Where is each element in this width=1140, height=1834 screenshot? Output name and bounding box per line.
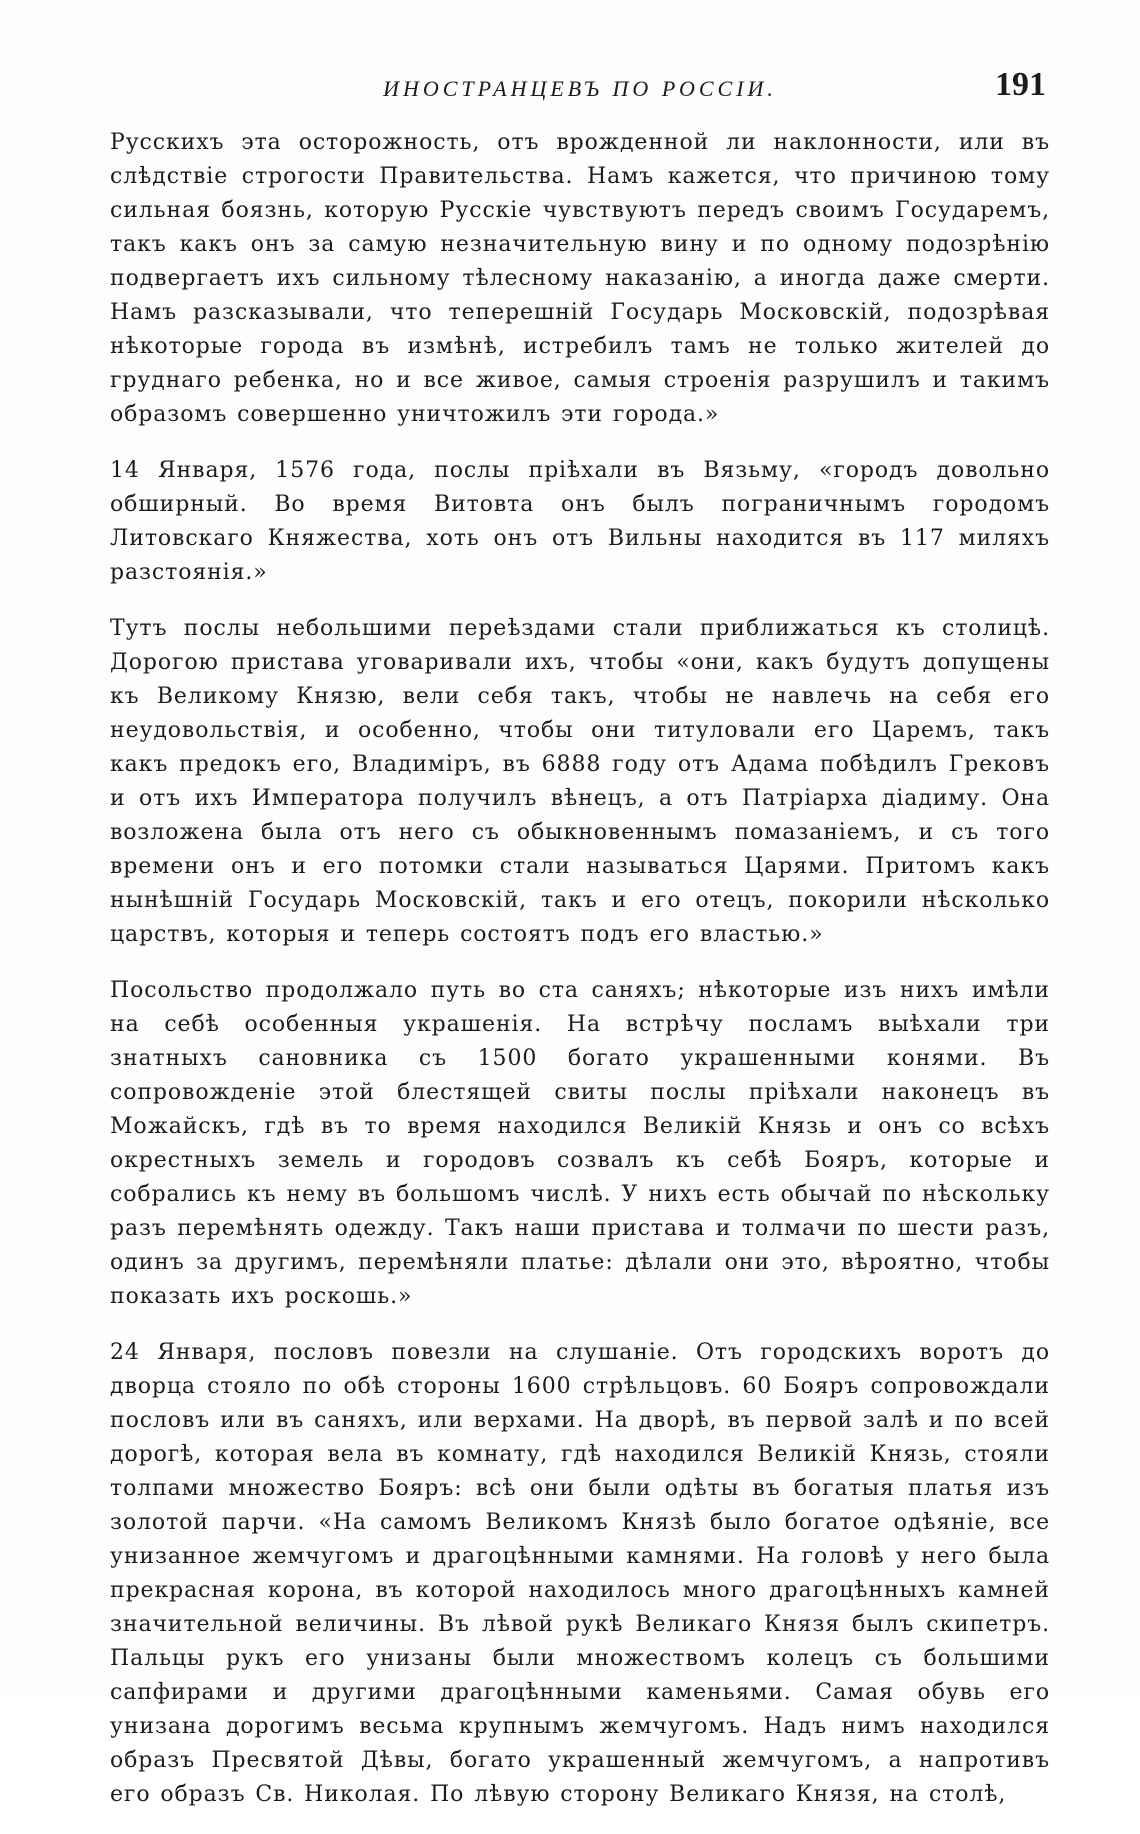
page-number: 191 bbox=[995, 66, 1046, 103]
paragraph-2: 14 Января, 1576 года, послы пріѣхали въ Вязьму, «городъ довольно обширный. Во время Витовта онъ былъ пограничнымъ городомъ Литовскаго Княжества, хоть онъ отъ Вильны находится въ 117 миляхъ разстоянія.» bbox=[110, 458, 1050, 585]
running-title: ИНОСТРАНЦЕВЪ ПО РОССІИ. bbox=[383, 76, 777, 101]
paragraph-1: Русскихъ эта осторожность, отъ врожденной ли наклонности, или въ слѣдствіе строгости Правительства. Намъ кажется, что причиною тому сильная боязнь, которую Русскіе чувствуютъ передъ своимъ Государемъ, такъ какъ онъ за самую незначительную вину и по одному подозрѣнію подвергаетъ ихъ сильному тѣлесному наказанію, а иногда даже смерти. Намъ разсказывали, что теперешній Государь Московскій, подозрѣвая нѣкоторые города въ измѣнѣ, истребилъ тамъ не только жителей до груднаго ребенка, но и все живое, самыя строенія разрушилъ и такимъ образомъ совершенно уничтожилъ эти города.» bbox=[110, 130, 1050, 427]
paragraph-5: 24 Января, пословъ повезли на слушаніе. Отъ городскихъ воротъ до дворца стояло по обѣ стороны 1600 стрѣльцовъ. 60 Бояръ сопровождали пословъ или въ саняхъ, или верхами. На дворѣ, въ первой залѣ и по всей дорогѣ, которая вела въ комнату, гдѣ находился Великій Князь, стояли толпами множество Бояръ: всѣ они были одѣты въ богатыя платья изъ золотой парчи. «На самомъ Великомъ Князѣ было богатое одѣяніе, все унизанное жемчугомъ и драгоцѣнными камнями. На головѣ у него была прекрасная корона, въ которой находилось много драгоцѣнныхъ камней значительной величины. Въ лѣвой рукѣ Великаго Князя былъ скипетръ. Пальцы рукъ его унизаны были множествомъ колецъ съ большими сапфирами и другими драгоцѣнными каменьями. Самая обувь его унизана дорогимъ весьма крупнымъ жемчугомъ. Надъ нимъ находился образъ Пресвятой Дѣвы, богато украшенный жемчугомъ, а напротивъ его образъ Св. Николая. По лѣвую сторону Великаго Князя, на столѣ, bbox=[110, 1340, 1050, 1807]
paragraph-4: Посольство продолжало путь во ста саняхъ; нѣкоторые изъ нихъ имѣли на себѣ особенныя украшенія. На встрѣчу посламъ выѣхали три знатныхъ сановника съ 1500 богато украшенными конями. Въ сопровожденіе этой блестящей свиты послы пріѣхали наконецъ въ Можайскъ, гдѣ въ то время находился Великій Князь и онъ со всѣхъ окрестныхъ земель и городовъ созвалъ къ себѣ Бояръ, которые и собрались къ нему въ большомъ числѣ. У нихъ есть обычай по нѣскольку разъ перемѣнять одежду. Такъ наши пристава и толмачи по шести разъ, одинъ за другимъ, перемѣняли платье: дѣлали они это, вѣроятно, чтобы показать ихъ роскошь.» bbox=[110, 978, 1050, 1309]
paragraph-3: Тутъ послы небольшими переѣздами стали приближаться къ столицѣ. Дорогою пристава уговаривали ихъ, чтобы «они, какъ будутъ допущены къ Великому Князю, вели себя такъ, чтобы не навлечь на себя его неудовольствія, и особенно, чтобы они титуловали его Царемъ, такъ какъ предокъ его, Владиміръ, въ 6888 году отъ Адама побѣдилъ Грековъ и отъ ихъ Императора получилъ вѣнецъ, а отъ Патріарха діадиму. Она возложена была отъ него съ обыкновеннымъ помазаніемъ, и съ того времени онъ и его потомки стали называться Царями. Притомъ какъ нынѣшній Государь Московскій, такъ и его отецъ, покорили нѣсколько царствъ, которыя и теперь состоятъ подъ его властью.» bbox=[110, 616, 1050, 947]
page-header bbox=[110, 66, 1050, 114]
text-body bbox=[110, 126, 1050, 1834]
